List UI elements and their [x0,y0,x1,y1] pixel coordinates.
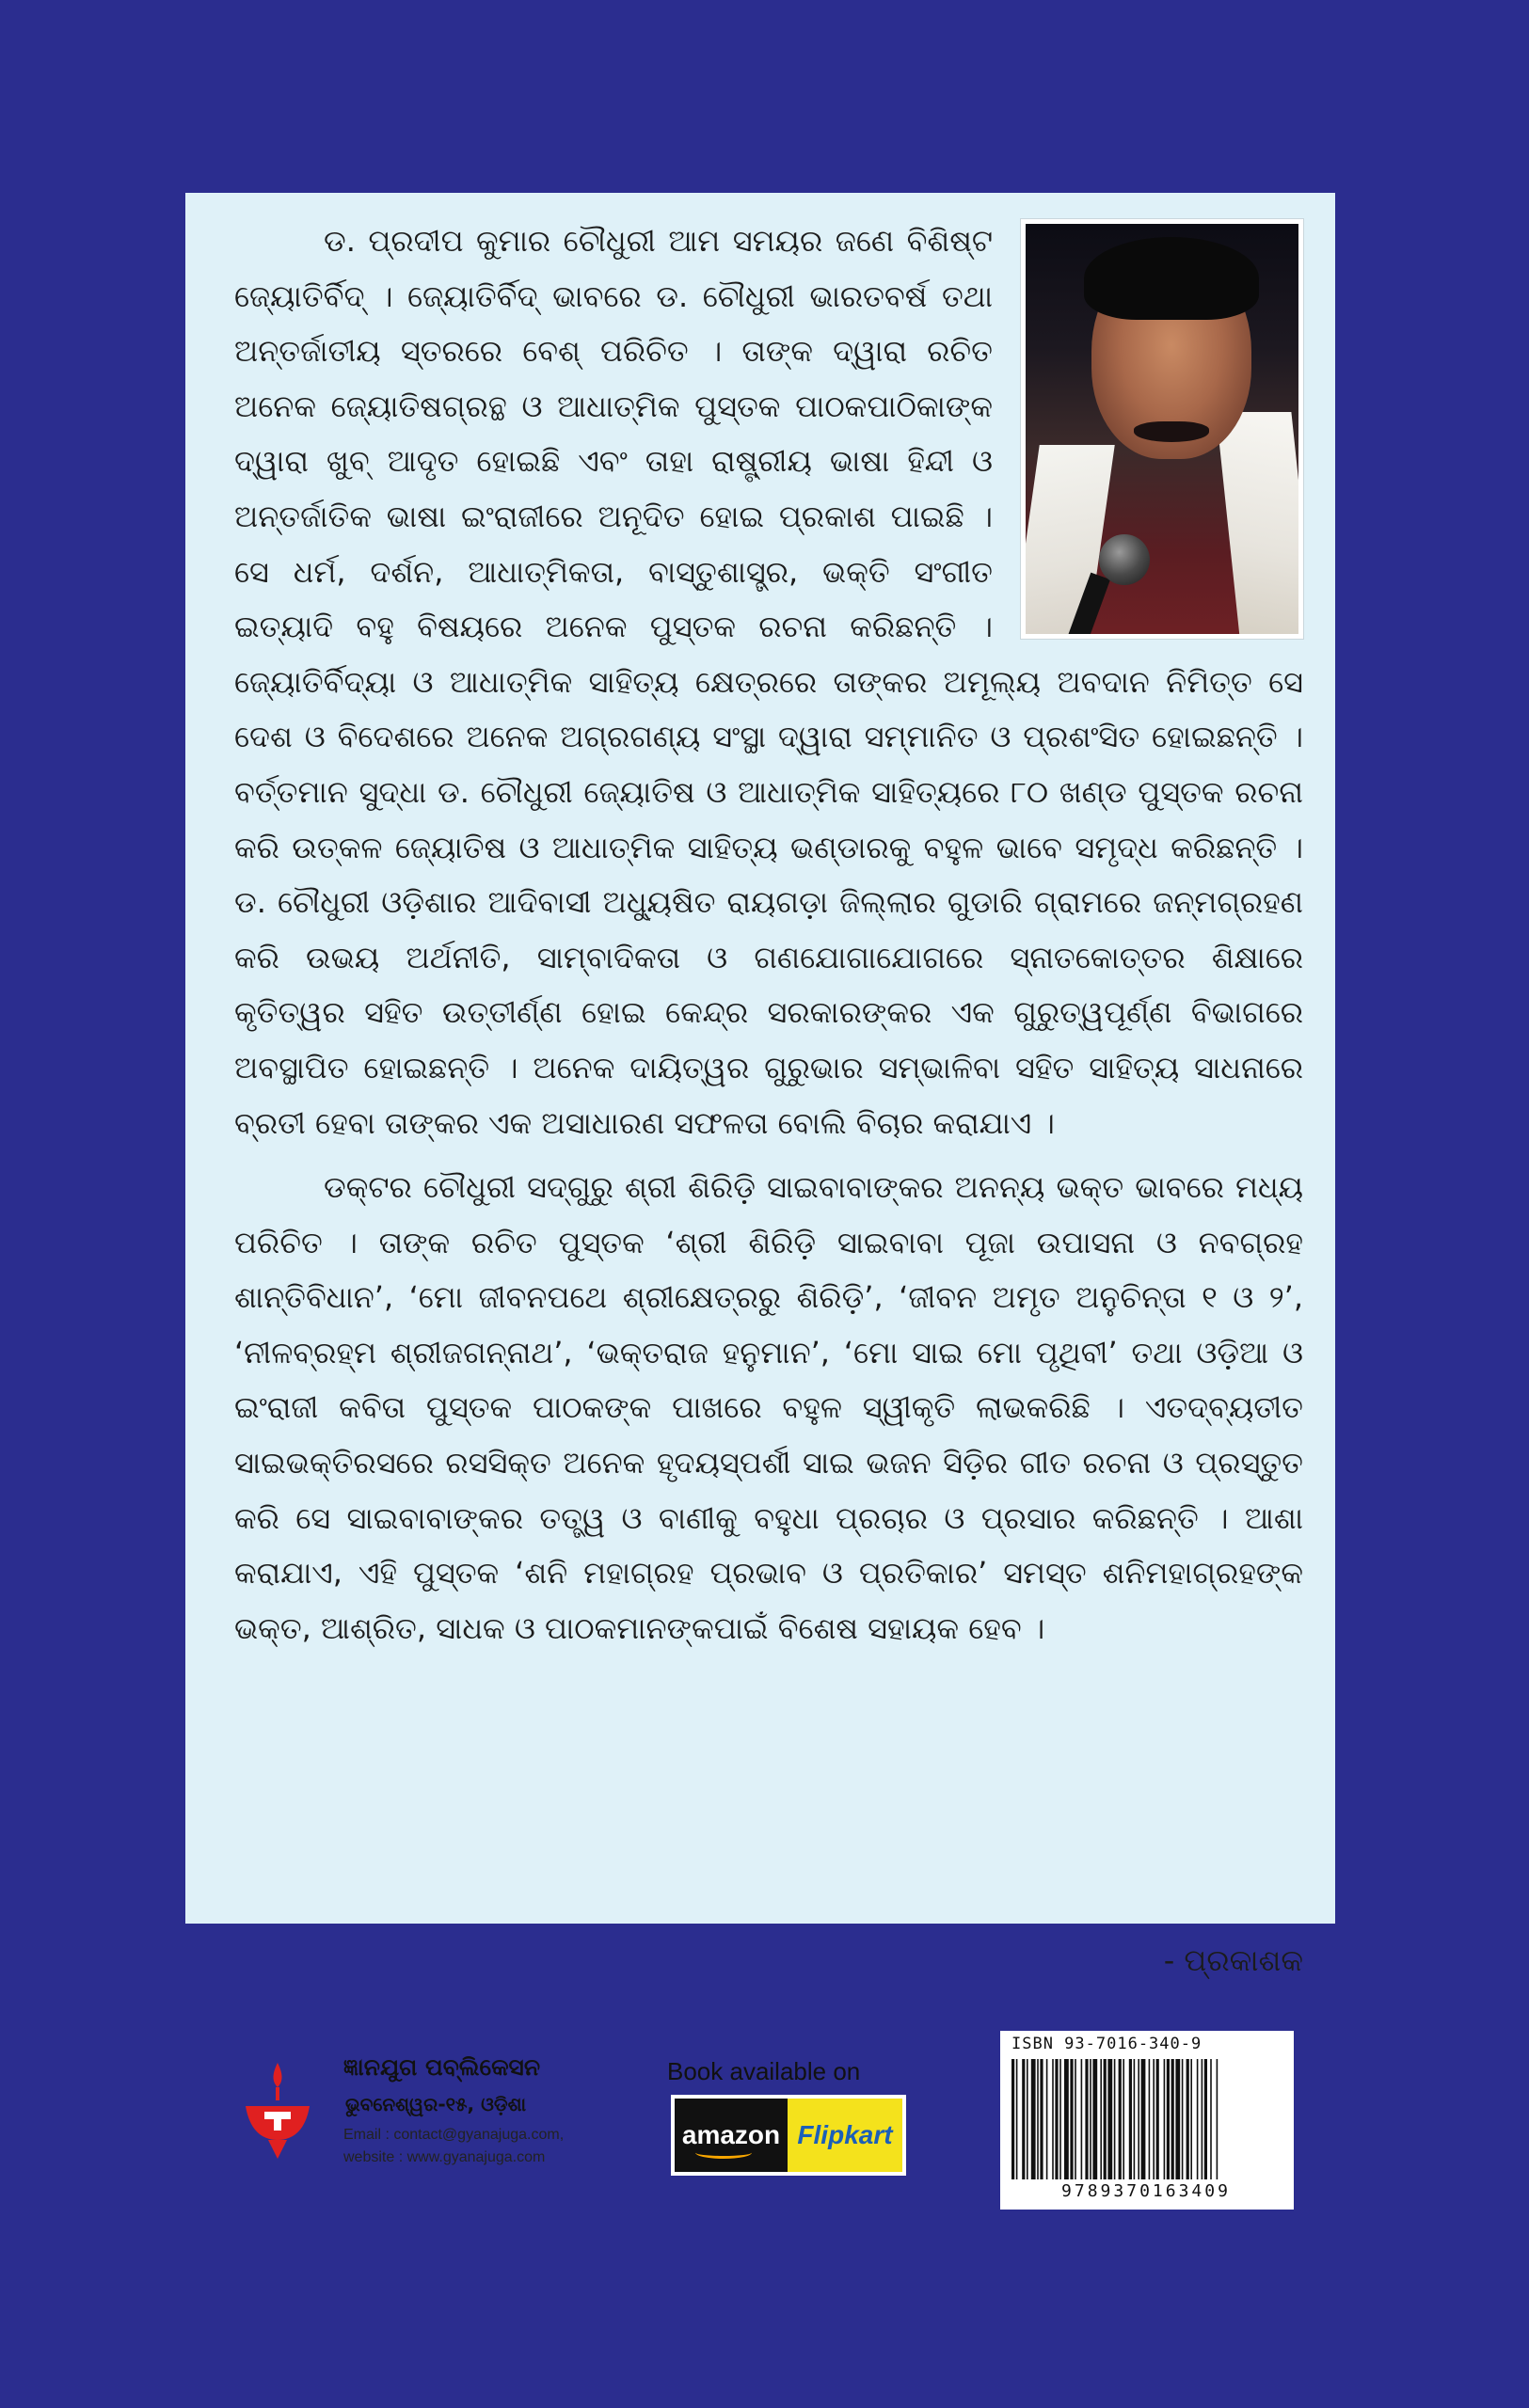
description-paragraph-1: ଡ. ପ୍ରଦୀପ କୁମାର ଚୌଧୁରୀ ଆମ ସମୟର ଜଣେ ବିଶିଷ୍ଟ ଜ୍ୟୋତିର୍ବିଦ୍ । ଜ୍ୟୋତିର୍ବିଦ୍ ଭାବରେ ଡ. ଚୌଧୁରୀ ଭାରତବର୍ଷ ତଥା ଅନ୍ତର୍ଜାତୀୟ ସ୍ତରରେ ବେଶ୍ ପରିଚିତ । ତାଙ୍କ ଦ୍ୱାରା ରଚିତ ଅନେକ ଜ୍ୟୋତିଷଗ୍ରନ୍ଥ ଓ ଆଧାତ୍ମିକ ପୁସ୍ତକ ପାଠକପାଠିକାଙ୍କ ଦ୍ୱାରା ଖୁବ୍ ଆଦୃତ ହୋଇଛି ଏବଂ ତାହା ରାଷ୍ଟ୍ରୀୟ ଭାଷା ହିନ୍ଦୀ ଓ ଅନ୍ତର୍ଜାତିକ ଭାଷା ଇଂରାଜୀରେ ଅନୂଦିତ ହୋଇ ପ୍ରକାଶ ପାଇଛି । ସେ ଧର୍ମ, ଦର୍ଶନ, ଆଧାତ୍ମିକତା, ବାସ୍ତୁଶାସ୍ତ୍ର, ଭକ୍ତି ସଂଗୀତ ଇତ୍ୟାଦି ବହୁ ବିଷୟରେ ଅନେକ ପୁସ୍ତକ ରଚନା କରିଛନ୍ତି । ଜ୍ୟୋତିର୍ବିଦ୍ୟା ଓ ଆଧାତ୍ମିକ ସାହିତ୍ୟ କ୍ଷେତ୍ରରେ ତାଙ୍କର ଅମୂଲ୍ୟ ଅବଦାନ ନିମିତ୍ତ ସେ ଦେଶ ଓ ବିଦେଶରେ ଅନେକ ଅଗ୍ରଗଣ୍ୟ ସଂସ୍ଥା ଦ୍ୱାରା ସମ୍ମାନିତ ଓ ପ୍ରଶଂସିତ ହୋଇଛନ୍ତି । ବର୍ତ୍ତମାନ ସୁଦ୍ଧା ଡ. ଚୌଧୁରୀ ଜ୍ୟୋତିଷ ଓ ଆଧାତ୍ମିକ ସାହିତ୍ୟରେ ୮୦ ଖଣ୍ଡ ପୁସ୍ତକ ରଚନା କରି ଉତ୍କଳ ଜ୍ୟୋତିଷ ଓ ଆଧାତ୍ମିକ ସାହିତ୍ୟ ଭଣ୍ଡାରକୁ ବହୁଳ ଭାବେ ସମୃଦ୍ଧ କରିଛନ୍ତି । ଡ. ଚୌଧୁରୀ ଓଡ଼ିଶାର ଆଦିବାସୀ ଅଧ୍ୟୁଷିତ ରାୟଗଡ଼ା ଜିଲ୍ଲାର ଗୁଡାରି ଗ୍ରାମରେ ଜନ୍ମଗ୍ରହଣ କରି ଉଭୟ ଅର୍ଥନୀତି, ସାମ୍ବାଦିକତା ଓ ଗଣଯୋଗାଯୋଗରେ ସ୍ନାତକୋତ୍ତର ଶିକ୍ଷାରେ କୃତିତ୍ୱର ସହିତ ଉତ୍ତୀର୍ଣ୍ଣ ହୋଇ କେନ୍ଦ୍ର ସରକାରଙ୍କର ଏକ ଗୁରୁତ୍ୱପୂର୍ଣ୍ଣ ବିଭାଗରେ ଅବସ୍ଥାପିତ ହୋଇଛନ୍ତି । ଅନେକ ଦାୟିତ୍ୱର ଗୁରୁଭାର ସମ୍ଭାଳିବା ସହିତ ସାହିତ୍ୟ ସାଧନାରେ ବ୍ରତୀ ହେବା ତାଙ୍କର ଏକ ଅସାଧାରଣ ସଫଳତା ବୋଲି ବିଚାର କରାଯାଏ । [234,223,1303,1141]
barcode-bar [1046,2059,1048,2179]
isbn-barcode [1000,2031,1294,2210]
publisher-email[interactable]: Email : contact@gyanajuga.com, [343,2127,565,2143]
lamp-logo-icon [240,2059,315,2162]
footer [185,2035,1335,2201]
description-paragraph-2: ଡକ୍ଟର ଚୌଧୁରୀ ସଦ୍‌ଗୁରୁ ଶ୍ରୀ ଶିରିଡ଼ି ସାଇବାବାଙ୍କର ଅନନ୍ୟ ଭକ୍ତ ଭାବରେ ମଧ୍ୟ ପରିଚିତ । ତାଙ୍କ ରଚିତ ପୁସ୍ତକ ‘ଶ୍ରୀ ଶିରିଡ଼ି ସାଇବାବା ପୂଜା ଉପାସନା ଓ ନବଗ୍ରହ ଶାନ୍ତିବିଧାନ’, ‘ମୋ ଜୀବନପଥେ ଶ୍ରୀକ୍ଷେତ୍ରରୁ ଶିରିଡ଼ି’, ‘ଜୀବନ ଅମୃତ ଅନୁଚିନ୍ତା ୧ ଓ ୨’, ‘ନୀଳବ୍ରହ୍ମ ଶ୍ରୀଜଗନ୍ନାଥ’, ‘ଭକ୍ତରାଜ ହନୁମାନ’, ‘ମୋ ସାଇ ମୋ ପୃଥିବୀ’ ତଥା ଓଡ଼ିଆ ଓ ଇଂରାଜୀ କବିତା ପୁସ୍ତକ ପାଠକଙ୍କ ପାଖରେ ବହୁଳ ସ୍ୱୀକୃତି ଲାଭକରିଛି । ଏତଦ୍‌ବ୍ୟତୀତ ସାଇଭକ୍ତିରସରେ ରସସିକ୍ତ ଅନେକ ହୃଦୟସ୍ପର୍ଶୀ ସାଇ ଭଜନ ସିଡ଼ିର ଗୀତ ରଚନା ଓ ପ୍ରସ୍ତୁତ କରି ସେ ସାଇବାବାଙ୍କର ତତ୍ତ୍ୱ ଓ ବାଣୀକୁ ବହୁଧା ପ୍ରଚାର ଓ ପ୍ରସାର କରିଛନ୍ତି । ଆଶା କରାଯାଏ, ଏହି ପୁସ୍ତକ ‘ଶନି ମହାଗ୍ରହ ପ୍ରଭାବ ଓ ପ୍ରତିକାର’ ସମସ୍ତ ଶନିମହାଗ୍ରହଙ୍କ ଭକ୍ତ, ଆଶ୍ରିତ, ସାଧକ ଓ ପାଠକମାନଙ୍କପାଇଁ ବିଶେଷ ସହାୟକ ହେବ । [234,1169,1303,1646]
publisher-address: ଭୁବନେଶ୍ୱର-୧୫, ଓଡ଼ିଶା [345,2093,527,2115]
amazon-logo-text: amazon [681,2120,781,2149]
barcode-bar [1119,2059,1122,2179]
barcode-bar [1037,2059,1039,2179]
barcode-bar [1055,2059,1058,2179]
barcode-bar [1075,2059,1076,2179]
scarf-left [1021,445,1115,639]
barcode-bar [1092,2059,1097,2179]
barcode-bar [1114,2059,1116,2179]
barcode-bar [1104,2059,1107,2179]
store-logos [671,2095,906,2176]
scarf-right [1216,412,1303,638]
back-cover-panel [185,193,1335,2201]
barcode-bar [1123,2059,1124,2179]
isbn-label: ISBN 93-7016-340-9 [1011,2035,1202,2053]
barcode-bar [1107,2059,1112,2179]
author-mustache [1134,421,1209,442]
barcode-bar [1070,2059,1073,2179]
barcode-bar [1175,2059,1180,2179]
barcode-bar [1171,2059,1174,2179]
barcode-bar [1153,2059,1155,2179]
barcode-bar [1085,2059,1088,2179]
barcode-bar [1027,2059,1028,2179]
barcode-bar [1022,2059,1025,2179]
availability-label: Book available on [667,2057,861,2085]
barcode-bar [1059,2059,1061,2179]
barcode-bar [1217,2059,1218,2179]
barcode-bar [1182,2059,1184,2179]
amazon-smile-icon [695,2147,752,2159]
barcode-bar [1031,2059,1036,2179]
barcode-bar [1129,2059,1132,2179]
barcode-bar [1141,2059,1146,2179]
publisher-signature: - ପ୍ରକାଶକ [1163,1942,1303,1978]
barcode-bar [1149,2059,1151,2179]
barcode-bar [1197,2059,1199,2179]
barcode-bar [1081,2059,1083,2179]
barcode-bar [1100,2059,1102,2179]
barcode-bar [1040,2059,1043,2179]
barcode-bar [1187,2059,1189,2179]
flipkart-logo-text: Flipkart [797,2120,893,2149]
barcode-bar [1011,2059,1014,2179]
barcode-bar [1204,2059,1207,2179]
barcode-bar [1134,2059,1136,2179]
barcode-digits: 9789370163409 [1061,2181,1231,2201]
barcode-bar [1052,2059,1054,2179]
publisher-website[interactable]: website : www.gyanajuga.com [343,2149,546,2165]
barcode-bar [1210,2059,1212,2179]
barcode-bar [1167,2059,1170,2179]
author-photo-image [1026,224,1298,634]
barcode-bar [1202,2059,1203,2179]
barcode-bar [1064,2059,1069,2179]
publisher-name: ଜ୍ଞାନଯୁଗ ପବ୍ଲିକେସନ [343,2053,541,2081]
author-photo [1021,219,1303,639]
microphone-icon [1099,534,1150,585]
barcode-bar [1156,2059,1159,2179]
barcode-bars [1008,2059,1284,2179]
barcode-bar [1090,2059,1091,2179]
barcode-bar [1164,2059,1166,2179]
barcode-bar [1190,2059,1192,2179]
author-hair [1084,237,1259,320]
amazon-logo[interactable] [675,2099,788,2172]
barcode-bar [1138,2059,1139,2179]
flipkart-logo[interactable] [788,2099,902,2172]
barcode-bar [1016,2059,1018,2179]
